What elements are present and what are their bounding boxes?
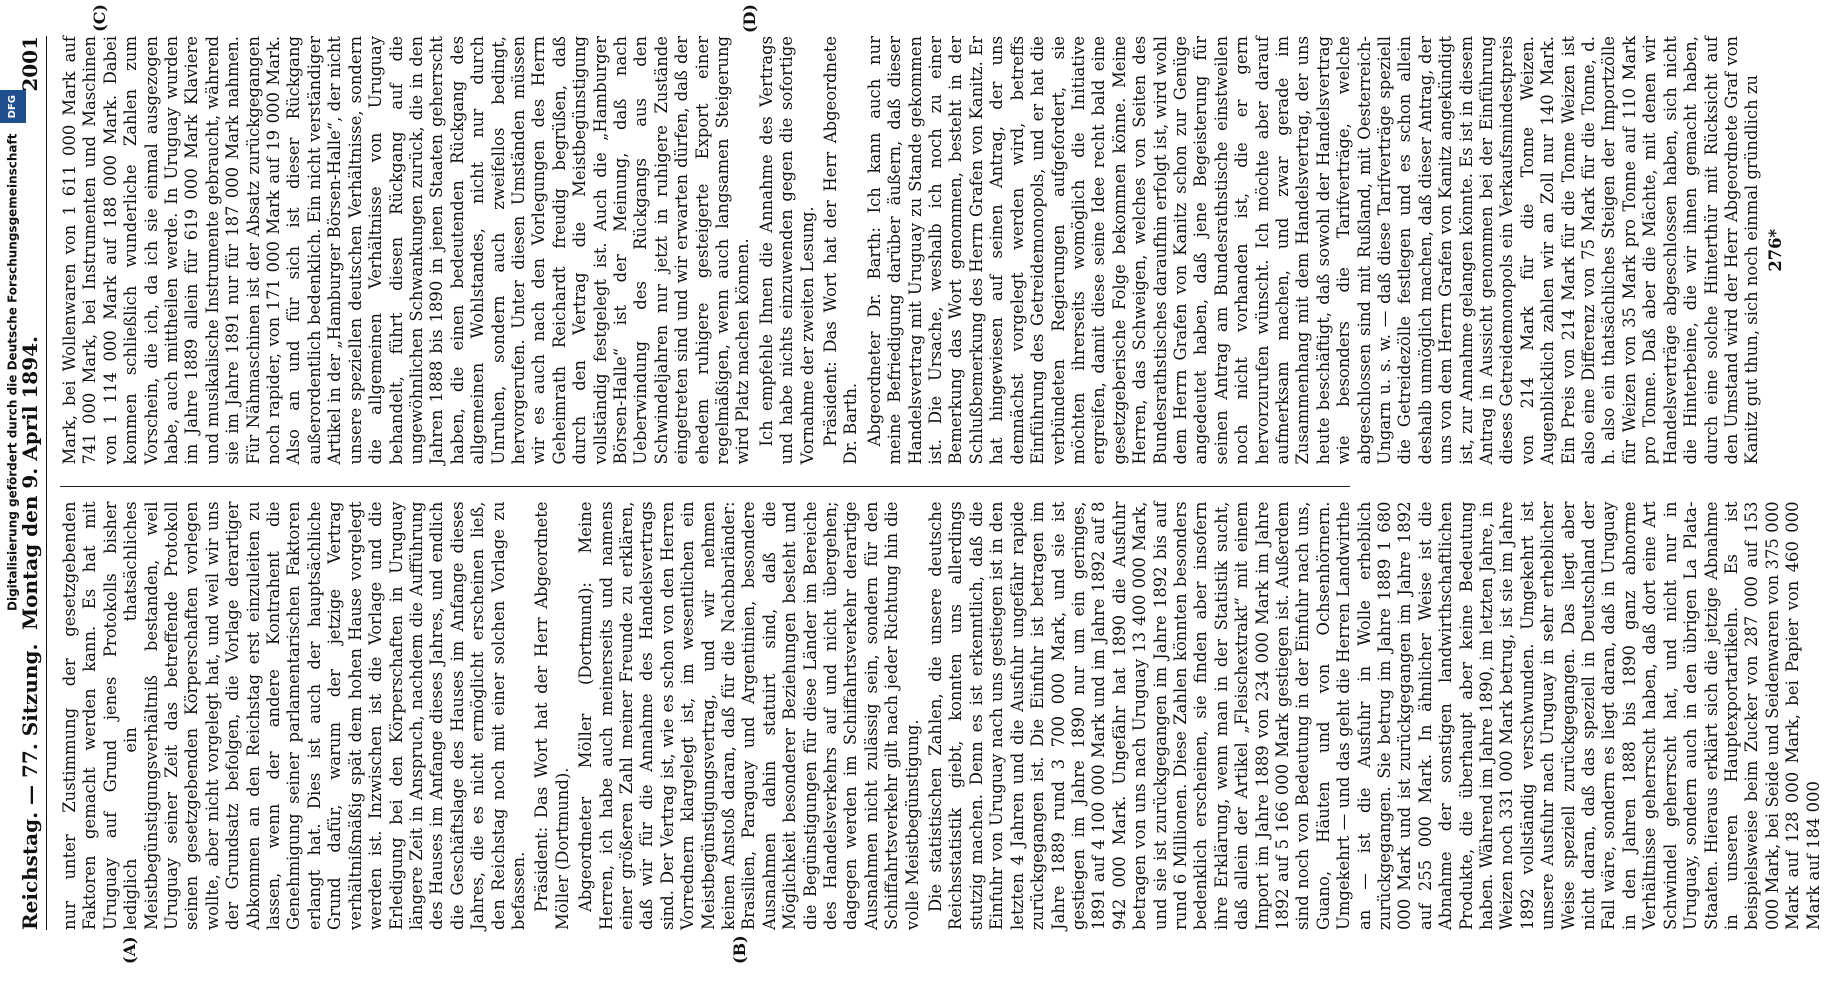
- margin-mark-a: (A): [120, 936, 139, 964]
- speaker-announcement: Präsident: Das Wort hat der Herr Abgeordnete Dr. Barth.: [821, 36, 861, 465]
- page-header: [18, 36, 47, 930]
- margin-mark-d: (D): [740, 4, 759, 34]
- paragraph: nur unter Zustimmung der gesetzgebenden Faktoren gemacht werden kann. Es hat mit Uruguay auf Grund jenes Protokolls bisher lediglich ein thatsächliches Meistbegünstigungsverhältniß bestanden, weil Uruguay seiner Zeit das betreffende Protokoll seinen gesetzgebenden Körperschaften vorlegen wollte, aber nicht vorgelegt hat, und weil wir uns der Grundsatz befolgen, die Vorlage derartiger Abkommen an den Reichstag erst einzuleiten zu lassen, wenn der andere Kontrahent die Genehmigung seiner parlamentarischen Faktoren erlangt hat. Dies ist auch der hauptsächliche Grund dafür, warum der jetzige Vertrag verhältnißmäßig spät dem hohen Hause vorgelegt werden ist. Inzwischen ist die Vorlage und die Erledigung bei den Körperschaften in Uruguay längere Zeit in Anspruch, nachdem die Aufführung des Hauses im Anfange dieses Jahres, und endlich die Geschäftslage des Hauses im Anfange dieses Jahres, die es nicht ermöglicht erscheinen ließ, den Reichstag noch mit einer solchen Vorlage zu befassen.: [60, 501, 528, 930]
- header-date: Montag den 9. April 1894.: [18, 335, 42, 631]
- paragraph: Ich empfehle Ihnen die Annahme des Vertrags und habe nichts einzuwenden gegen die sofortige Vornahme der zweiten Lesung.: [756, 36, 817, 465]
- left-column: [60, 487, 1823, 931]
- digitization-text: Digitalisierung gefördert durch die Deutsche Forschungsgemeinschaft: [5, 133, 20, 611]
- header-session: Reichstag. — 77. Sitzung.: [18, 643, 42, 930]
- dfg-logo: DFG: [0, 90, 26, 123]
- sheet-number: 276*: [1765, 228, 1785, 272]
- paragraph: Mark, bei Wollenwaren von 1 611 000 Mark auf 741 000 Mark, bei Instrumenten und Maschinen von 1 114 000 Mark auf 188 000 Mark. Dabei kommen schließlich wunderliche Zahlen zum Vorschein, die ich, da ich sie einmal ausgezogen habe, auch mittheilen werde. In Uruguay wurden im Jahre 1889 allein für 619 000 Mark Klaviere und musikalische Instrumente gebraucht, während sie im Jahre 1891 nur für 187 000 Mark nahmen. Für Nähmaschinen ist der Absatz zurückgegangen noch rapider, von 171 000 Mark auf 19 000 Mark. Also an und für sich ist dieser Rückgang außerordentlich bedenklich. Ein nicht verständiger Artikel in der „Hamburger Börsen-Halle“, der nicht unsere speziellen deutschen Verhältnisse, sondern die allgemeinen Verhältnisse von Uruguay behandelt, führt diesen Rückgang auf die ungewöhnlichen Schwankungen zurück, die in den Jahren 1888 bis 1890 in jenen Staaten geherrscht haben, die einen bedeutenden Rückgang des allgemeinen Wohlstandes, nicht nur durch Unruhen, sondern auch zweifellos bedingt, hervorgerufen. Unter diesen Umständen müssen wir es auch nach den Vorlegungen des Herrn Geheimrath Reichardt freudig begrüßen, daß durch den Vertrag die Meistbegünstigung vollständig festgelegt ist. Auch die „Hamburger Börsen-Halle“ ist der Meinung, daß nach Ueberwindung des Rückgangs aus den Schwindeljahren nur jetzt in ruhigere Zustände eingetreten sind und wir erwarten dürfen, daß der ehedem ruhigere gesteigerte Export einer regelmäßigen, wenn auch langsamen Steigerung wird Platz machen können.: [60, 36, 753, 465]
- paragraph: Abgeordneter Möller (Dortmund): Meine Herren, ich habe auch meinerseits und namens einer größeren Zahl meiner Freunde zu erklären, daß wir für die Annahme des Handelsvertrags sind. Der Vertrag ist, wie es schon von den Herren Vorrednern klargelegt ist, im wesentlichen ein Meistbegünstigungsvertrag, und wir nehmen keinen Anstoß daran, daß für die Nachbarländer: Brasilien, Paraguay und Argentinien, besondere Ausnahmen dahin statuirt sind, daß die Möglichkeit besonderer Beziehungen besteht und die Begünstigungen für diese Länder im Bereiche des Handelsverkehrs auf und nicht übergehen; dagegen werden im Schiffahrtsverkehr derartige Ausnahmen nicht zulässig sein, sondern für den Schiffahrtsverkehr gilt nach jeder Richtung hin die volle Meistbegünstigung.: [576, 501, 922, 930]
- text-columns: [60, 36, 1823, 930]
- right-column: [60, 36, 1785, 465]
- margin-mark-b: (B): [730, 935, 749, 964]
- paragraph: Abgeordneter Dr. Barth: Ich kann auch nur meine Befriedigung darüber äußern, daß dieser Handelsvertrag mit Uruguay zu Stande gekommen ist. Die Ursache, weshalb ich noch zu einer Bemerkung das Wort genommen, besteht in der Schlußbemerkung des Herrn Grafen von Kanitz. Er hat hingewiesen auf seinen Antrag, der uns demnächst vorgelegt werden wird, betreffs Einführung des Getreidemonopols, und er hat die verbündeten Regierungen aufgefordert, sie möchten ihrerseits womöglich die Initiative ergreifen, damit diese seine Idee recht bald eine gesetzgeberische Folge bekommen könne. Meine Herren, das Schweigen, welches von Seiten des Bundesrathstisches daraufhin erfolgt ist, wird wohl dem Herrn Grafen von Kanitz schon zur Genüge angedeutet haben, daß jene Begeisterung für seinen Antrag am Bundesrathstische einstweilen noch nicht vorhanden ist, die er gern hervorzurufen wünscht. Ich möchte aber darauf aufmerksam machen, und zwar gerade im Zusammenhang mit dem Handelsvertrag, der uns heute beschäftigt, daß sowohl der Handelsvertrag wie besonders die Tarifverträge, welche abgeschlossen sind mit Rußland, mit Oesterreich-Ungarn u. s. w. — daß diese Tarifverträge speziell die Getreidezölle festlegen und es schon allein deshalb unmöglich machen, daß dieser Antrag, der uns von dem Herrn Grafen von Kanitz angekündigt ist, zur Annahme gelangen könnte. Es ist in diesem Antrag in Aussicht genommen bei der Einführung dieses Getreidemonopols ein Verkaufsmindestpreis von 214 Mark für die Tonne Weizen. Augenblicklich zahlen wir an Zoll nur 140 Mark. Ein Preis von 214 Mark für die Tonne Weizen ist also eine Differenz von 75 Mark für die Tonne, d. h. also ein thatsächliches Steigen der Importzölle für Weizen von 35 Mark pro Tonne auf 110 Mark pro Tonne. Daß aber die Mächte, mit denen wir Handelsverträge abgeschlossen haben, sich nicht die Hinterbeine, die wir ihnen gemacht haben, durch eine solche Hinterthür mit Rücksicht auf den Umstand wird der Herr Abgeordnete Graf von Kanitz gut thun, sich noch einmal gründlich zu: [864, 36, 1762, 465]
- speaker-announcement: Präsident: Das Wort hat der Herr Abgeordnete Möller (Dortmund).: [532, 501, 572, 930]
- paragraph: Die statistischen Zahlen, die unsere deutsche Reichsstatistik giebt, konnten uns allerdings stutzig machen. Denn es ist erkenntlich, daß die Einfuhr von Uruguay nach uns gestiegen ist in den letzten 4 Jahren und die Ausfuhr ungefähr rapide zurückgegangen ist. Die Einfuhr ist betragen im Jahre 1889 rund 3 700 000 Mark, und sie ist gestiegen im Jahre 1890 nur um ein geringes, 1891 auf 4 100 000 Mark und im Jahre 1892 auf 8 942 000 Mark. Ungefähr hat 1890 die Ausfuhr betragen von uns nach Uruguay 13 400 000 Mark, und sie ist zurückgegangen im Jahre 1892 bis auf rund 6 Millionen. Diese Zahlen könnten besonders bedenklich erscheinen, sie finden aber insofern ihre Erklärung, wenn man in der Statistik sucht, daß allein der Artikel „Fleischextrakt“ mit einem Import im Jahre 1889 von 234 000 Mark im Jahre 1892 auf 5 166 000 Mark gestiegen ist. Außerdem sind noch von Bedeutung in der Einfuhr nach uns, Guano, Häuten und von Ochsenhörnern. Umgekehrt — und das geht die Herren Landwirthe an — ist die Ausfuhr in Wolle erheblich zurückgegangen. Sie betrug im Jahre 1889 1 680 000 Mark und ist zurückgegangen im Jahre 1892 auf 255 000 Mark. In ähnlicher Weise ist die Abnahme der sonstigen landwirthschaftlichen Produkte, die überhaupt aber keine Bedeutung haben. Während im Jahre 1890, im letzten Jahre, in Weizen noch 331 000 Mark betrug, ist sie im Jahre 1892 vollständig verschwunden. Umgekehrt ist unsere Ausfuhr nach Uruguay in sehr erheblicher Weise speziell zurückgegangen. Das liegt aber nicht daran, daß das speziell in Deutschland der Fall wäre, sondern es liegt daran, daß in Uruguay in den Jahren 1888 bis 1890 ganz abnorme Verhältnisse geherrscht haben, daß dort eine Art Schwindel geherrscht hat, und nicht nur in Uruguay, sondern auch in den übrigen La Plata-Staaten. Hieraus erklärt sich die jetzige Abnahme in unseren Hauptexportartikeln. Es ist beispielsweise beim Zucker von 287 000 auf 153 000 Mark, bei Seide und Seidenwaren von 375 000 Mark auf 128 000 Mark, bei Papier von 460 000 Mark auf 184 000: [926, 501, 1823, 930]
- margin-mark-c: (C): [90, 4, 109, 32]
- header-page-number: 2001: [18, 36, 42, 92]
